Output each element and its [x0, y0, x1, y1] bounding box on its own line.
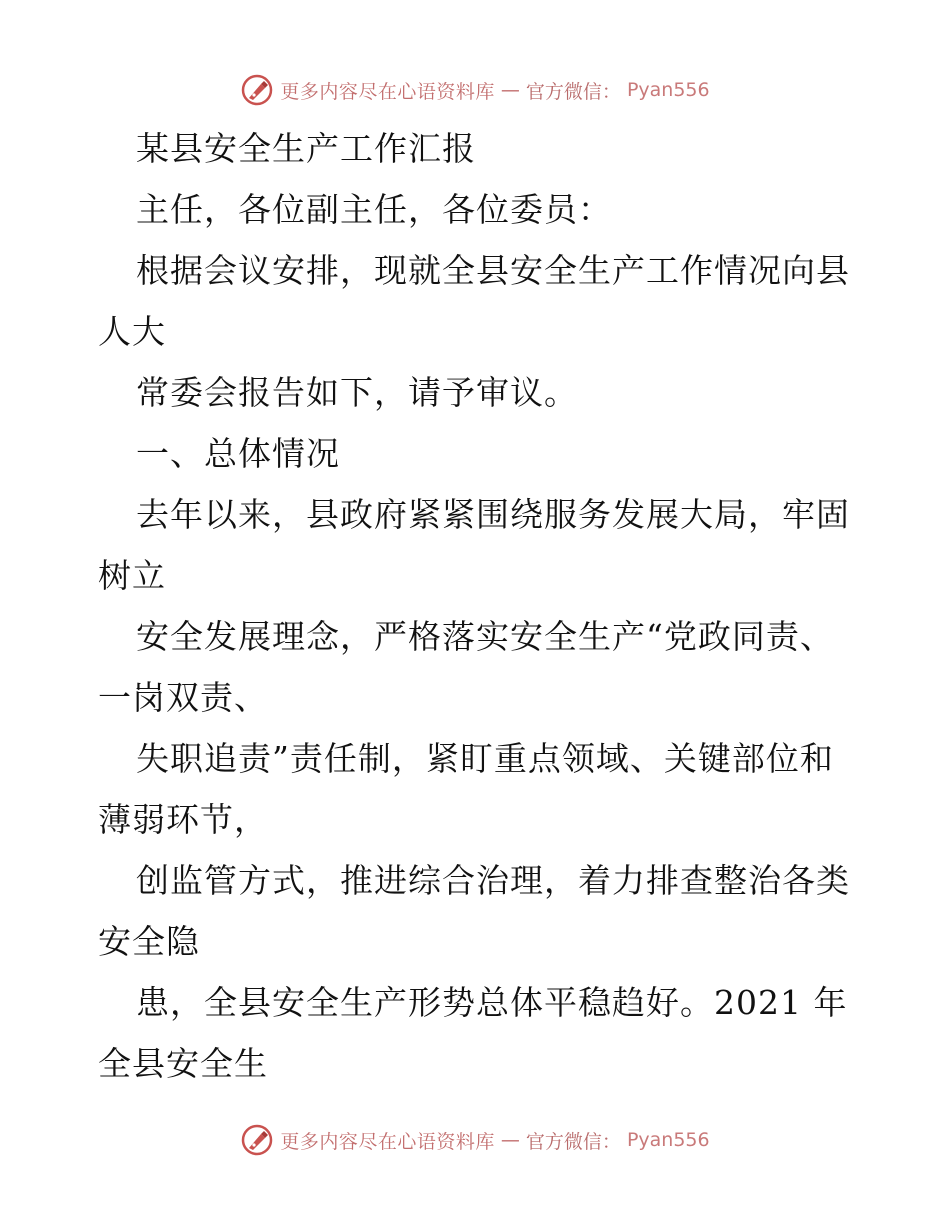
document-title: 某县安全生产工作汇报: [136, 129, 476, 168]
paragraph-line: 失职追责”责任制，紧盯重点领域、关键部位和: [136, 739, 834, 778]
section-heading: 一、总体情况: [136, 434, 340, 473]
paragraph-line: 薄弱环节，: [98, 800, 268, 839]
paragraph-line: 全县安全生: [98, 1044, 268, 1083]
footer-watermark: [0, 1120, 950, 1160]
salutation: 主任，各位副主任，各位委员：: [136, 190, 612, 229]
paragraph-line: 根据会议安排，现就全县安全生产工作情况向县: [136, 251, 850, 290]
paragraph-line: 人大: [98, 312, 166, 351]
pen-nib-logo-icon: [240, 73, 274, 107]
watermark-dash: —: [500, 79, 520, 101]
watermark-wechat-id: Pyan556: [626, 1129, 710, 1151]
paragraph-line: 患，全县安全生产形势总体平稳趋好。2021 年: [136, 983, 848, 1022]
paragraph-line: 创监管方式，推进综合治理，着力排查整治各类: [136, 861, 850, 900]
paragraph-line: 一岗双责、: [98, 678, 268, 717]
watermark-wechat-label: 官方微信：: [525, 80, 621, 103]
pen-nib-logo-icon: [240, 1123, 274, 1157]
watermark-text: 更多内容尽在心语资料库: [280, 80, 495, 103]
watermark-text: 更多内容尽在心语资料库: [280, 1130, 495, 1153]
document-body: [0, 118, 950, 1094]
watermark-wechat-label: 官方微信：: [525, 1130, 621, 1153]
watermark-dash: —: [500, 1129, 520, 1151]
watermark-wechat-id: Pyan556: [626, 79, 710, 101]
header-watermark: [0, 70, 950, 110]
paragraph-line: 树立: [98, 556, 166, 595]
paragraph-line: 安全隐: [98, 922, 200, 961]
paragraph-line: 安全发展理念，严格落实安全生产“党政同责、: [136, 617, 834, 656]
paragraph-line: 常委会报告如下，请予审议。: [136, 373, 578, 412]
paragraph-line: 去年以来，县政府紧紧围绕服务发展大局，牢固: [136, 495, 850, 534]
